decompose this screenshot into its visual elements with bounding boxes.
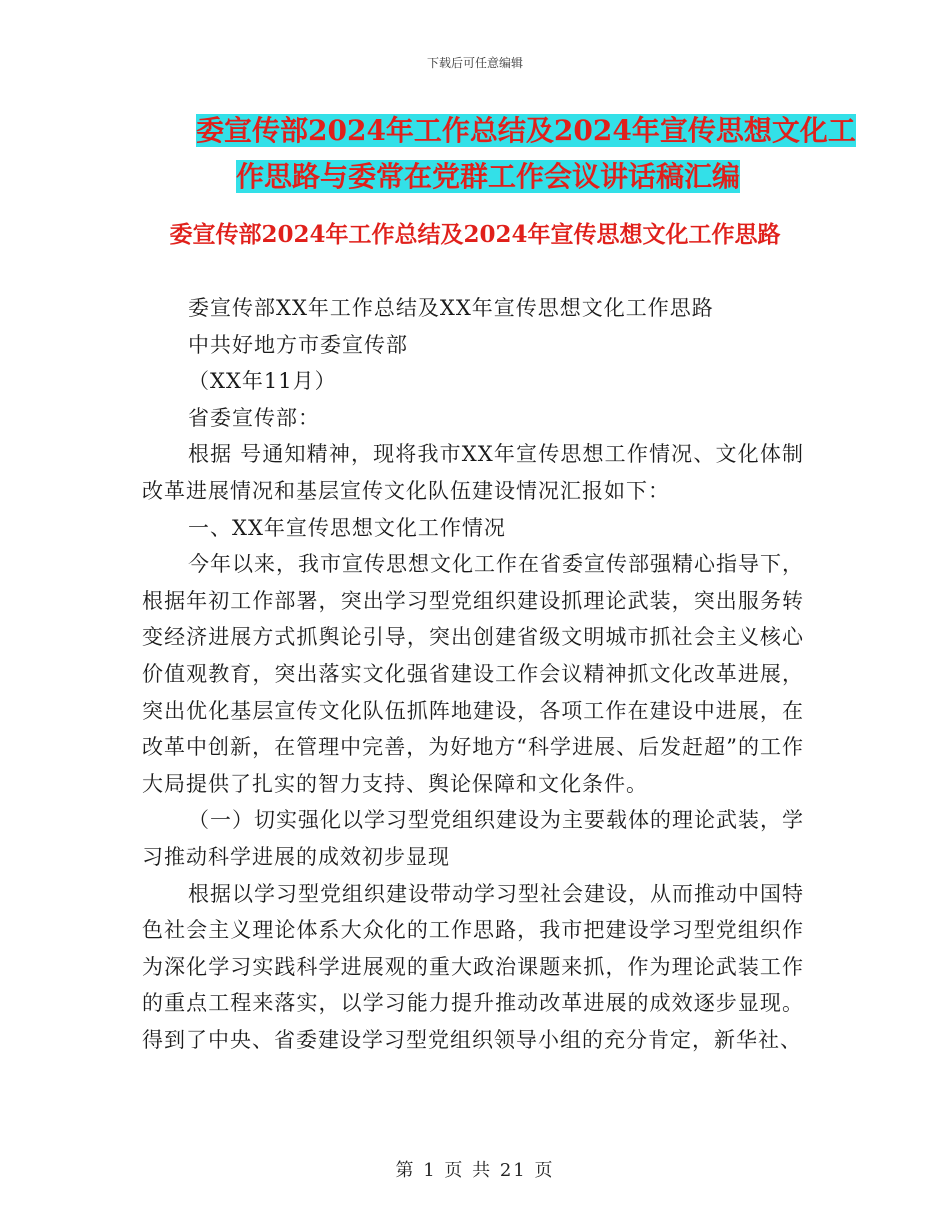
document-body	[142, 290, 804, 1058]
section-title: 委宣传部2024年工作总结及2024年宣传思想文化工作思路	[169, 221, 781, 248]
paragraph: 今年以来，我市宣传思想文化工作在省委宣传部强精心指导下，根据年初工作部署，突出学习型党组织建设抓理论武装，突出服务转变经济进展方式抓舆论引导，突出创建省级文明城市抓社会主义核心价值观教育，突出落实文化强省建设工作会议精神抓文化改革进展，突出优化基层宣传文化队伍抓阵地建设，各项工作在建设中进展，在改革中创新，在管理中完善，为好地方“科学进展、后发赶超”的工作大局提供了扎实的智力支持、舆论保障和文化条件。	[142, 552, 804, 796]
paragraph: 一、XX年宣传思想文化工作情况	[188, 515, 506, 540]
header-note: 下载后可任意编辑	[426, 56, 523, 70]
main-title-line1: 委宣传部2024年工作总结及2024年宣传思想文化工	[196, 114, 856, 147]
paragraph: 根据以学习型党组织建设带动学习型社会建设，从而推动中国特色社会主义理论体系大众化的工作思路，我市把建设学习型党组织作为深化学习实践科学进展观的重大政治课题来抓，作为理论武装工作的重点工程来落实，以学习能力提升推动改革进展的成效逐步显现。得到了中央、省委建设学习型党组织领导小组的充分肯定，新华社、	[142, 881, 804, 1052]
main-title	[150, 108, 856, 200]
paragraph: （XX年11月）	[188, 369, 337, 394]
main-title-line2: 作思路与委常在党群工作会议讲话稿汇编	[236, 160, 741, 193]
paragraph: 中共好地方市委宣传部	[188, 332, 408, 357]
paragraph: 委宣传部XX年工作总结及XX年宣传思想文化工作思路	[188, 296, 714, 320]
page-footer: 第 1 页 共 21 页	[395, 1160, 555, 1181]
paragraph: 省委宣传部：	[188, 405, 320, 430]
paragraph: 根据 号通知精神，现将我市XX年宣传思想工作情况、文化体制改革进展情况和基层宣传文化队伍建设情况汇报如下：	[142, 442, 804, 503]
paragraph: （一）切实强化以学习型党组织建设为主要载体的理论武装，学习推动科学进展的成效初步显现	[142, 808, 804, 869]
